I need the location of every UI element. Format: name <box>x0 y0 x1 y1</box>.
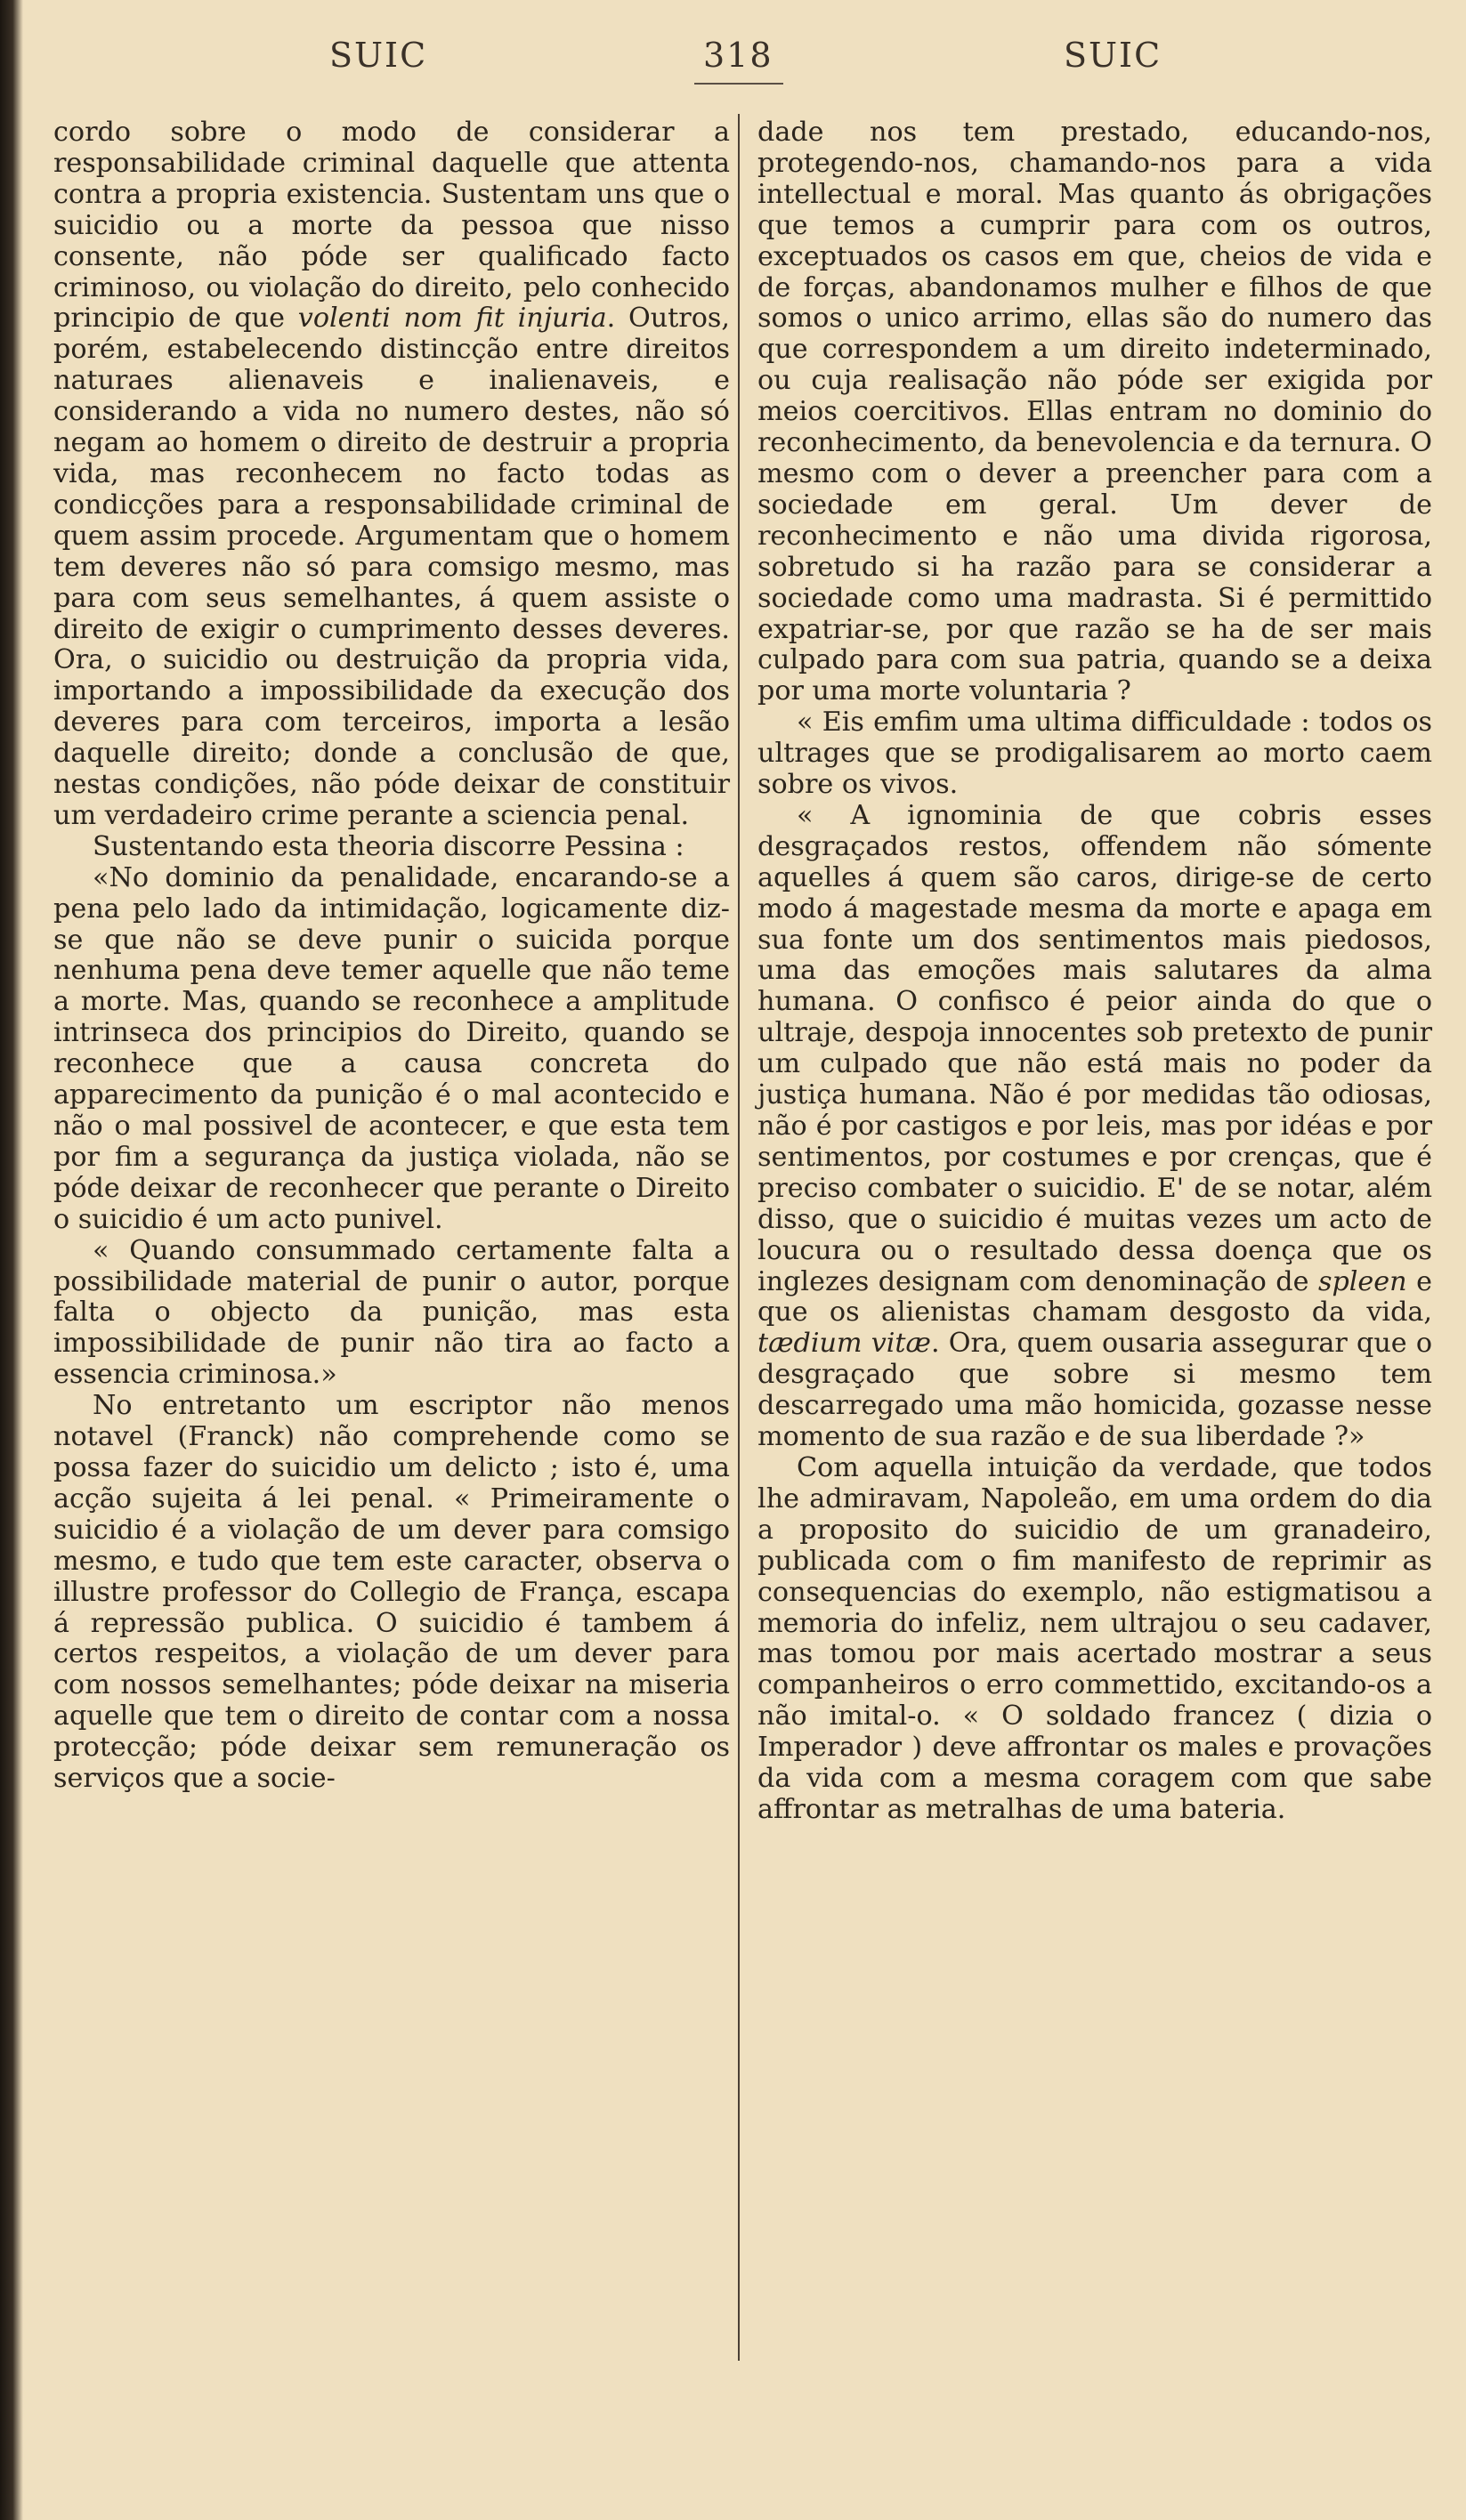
left-column <box>53 117 730 1795</box>
paragraph: dade nos tem prestado, educando-nos, protegendo-nos, chamando-nos para a vida intellectual e moral. Mas quanto ás obrigações que temos a cumprir para com os outros, exceptuados os casos em que, cheios de vida e de forças, abandonamos mulher e filhos de que somos o unico arrimo, ellas são do numero das que correspondem a um direito indeterminado, ou cuja realisação não póde ser exigida por meios coercitivos. Ellas entram no dominio do reconhecimento, da benevolencia e da ternura. O mesmo com o dever a preencher para com a sociedade em geral. Um dever de reconhecimento e não uma divida rigorosa, sobretudo si ha razão para se considerar a sociedade como uma madrasta. Si é permittido expatriar-se, por que razão se ha de ser mais culpado para com sua patria, quando se a deixa por uma morte voluntaria ? <box>757 117 1432 707</box>
spleen-term: spleen <box>1317 1265 1407 1297</box>
column-divider <box>738 114 740 2361</box>
paragraph: cordo sobre o modo de considerar a responsabilidade criminal daquelle que attenta contra a propria existencia. Sustentam uns que o suicidio ou a morte da pessoa que nisso consente, não póde ser qualificado facto criminoso, ou violação do direito, pelo conhecido principio de que volenti nom fit injuria. Outros, porém, estabelecendo distincção entre direitos naturaes alienaveis e inalienaveis, e considerando a vida no numero destes, não só negam ao homem o direito de destruir a propria vida, mas reconhecem no facto todas as condicções para a responsabilidade criminal de quem assim procede. Argumentam que o homem tem deveres não só para comsigo mesmo, mas para com seus semelhantes, á quem assiste o direito de exigir o cumprimento desses deveres. Ora, o suicidio ou destruição da propria vida, importando a impossibilidade da execução dos deveres para com terceiros, importa a lesão daquelle direito; donde a conclusão de que, nestas condições, não póde deixar de constituir um verdadeiro crime perante a sciencia penal. <box>53 117 730 831</box>
latin-maxim: volenti nom fit injuria <box>297 303 607 335</box>
page-number: 318 <box>703 36 773 75</box>
header-rule <box>694 83 783 85</box>
paragraph: « A ignominia de que cobris esses desgraçados restos, offendem não sómente aquelles á quem são caros, dirige-se de certo modo á magestade mesma da morte e apaga em sua fonte um dos sentimentos mais piedosos, uma das emoções mais salutares da alma humana. O confisco é peior ainda do que o ultraje, despoja innocentes sob pretexto de punir um culpado que não está mais no poder da justiça humana. Não é por medidas tão odiosas, não é por castigos e por leis, mas por idéas e por sentimentos, por costumes e por crenças, que é preciso combater o suicidio. E' de se notar, além disso, que o suicidio é muitas vezes um acto de loucura ou o resultado dessa doença que os inglezes designam com denominação de spleen e que os alienistas chamam desgosto da vida, tædium vitæ. Ora, quem ousaria assegurar que o desgraçado que sobre si mesmo tem descarregado uma mão homicida, gozasse nesse momento de sua razão e de sua liberdade ?» <box>757 799 1432 1453</box>
paragraph: Sustentando esta theoria discorre Pessina : <box>93 830 684 862</box>
header-left-title: SUIC <box>329 36 428 75</box>
running-header <box>0 36 1466 89</box>
paragraph: Com aquella intuição da verdade, que todos lhe admiravam, Napoleão, em uma ordem do dia a proposito do suicidio de um granadeiro, publicada com o fim manifesto de reprimir as consequencias do exemplo, não estigmatisou a memoria do infeliz, nem ultrajou o seu cadaver, mas tomou por mais acertado mostrar a seus companheiros o erro commettido, excitando-os a não imital-o. « O soldado francez ( dizia o Imperador ) deve affrontar os males e provações da vida com a mesma coragem com que sabe affrontar as metralhas de uma bateria. <box>757 1451 1432 1825</box>
right-column <box>757 117 1432 1826</box>
taedium-vitae-term: tædium vitæ <box>757 1328 931 1360</box>
paragraph: No entretanto um escriptor não menos notavel (Franck) não comprehende como se possa fazer do suicidio um delicto ; isto é, uma acção sujeita á lei penal. « Primeiramente o suicidio é a violação de um dever para comsigo mesmo, e tudo que tem este caracter, observa o illustre professor do Collegio de França, escapa á repressão publica. O suicidio é tambem á certos respeitos, a violação de um dever para com nossos semelhantes; póde deixar na miseria aquelle que tem o direito de contar com a nossa protecção; póde deixar sem remuneração os serviços que a socie- <box>53 1390 730 1795</box>
page-binding-edge <box>0 0 23 2520</box>
header-right-title: SUIC <box>1064 36 1162 75</box>
paragraph: « Eis emfim uma ultima difficuldade : todos os ultrages que se prodigalisarem ao morto caem sobre os vivos. <box>757 707 1432 801</box>
paragraph: « Quando consummado certamente falta a possibilidade material de punir o autor, porque falta o objecto da punição, mas esta impossibilidade de punir não tira ao facto a essencia criminosa.» <box>53 1234 730 1391</box>
paragraph: «No dominio da penalidade, encarando-se a pena pelo lado da intimidação, logicamente diz-se que não se deve punir o suicida porque nenhuma pena deve temer aquelle que não teme a morte. Mas, quando se reconhece a amplitude intrinseca dos principios do Direito, quando se reconhece que a causa concreta do apparecimento da punição é o mal acontecido e não o mal possivel de acontecer, e que esta tem por fim a segurança da justiça violada, não se póde deixar de reconhecer que perante o Direito o suicidio é um acto punivel. <box>53 861 730 1235</box>
